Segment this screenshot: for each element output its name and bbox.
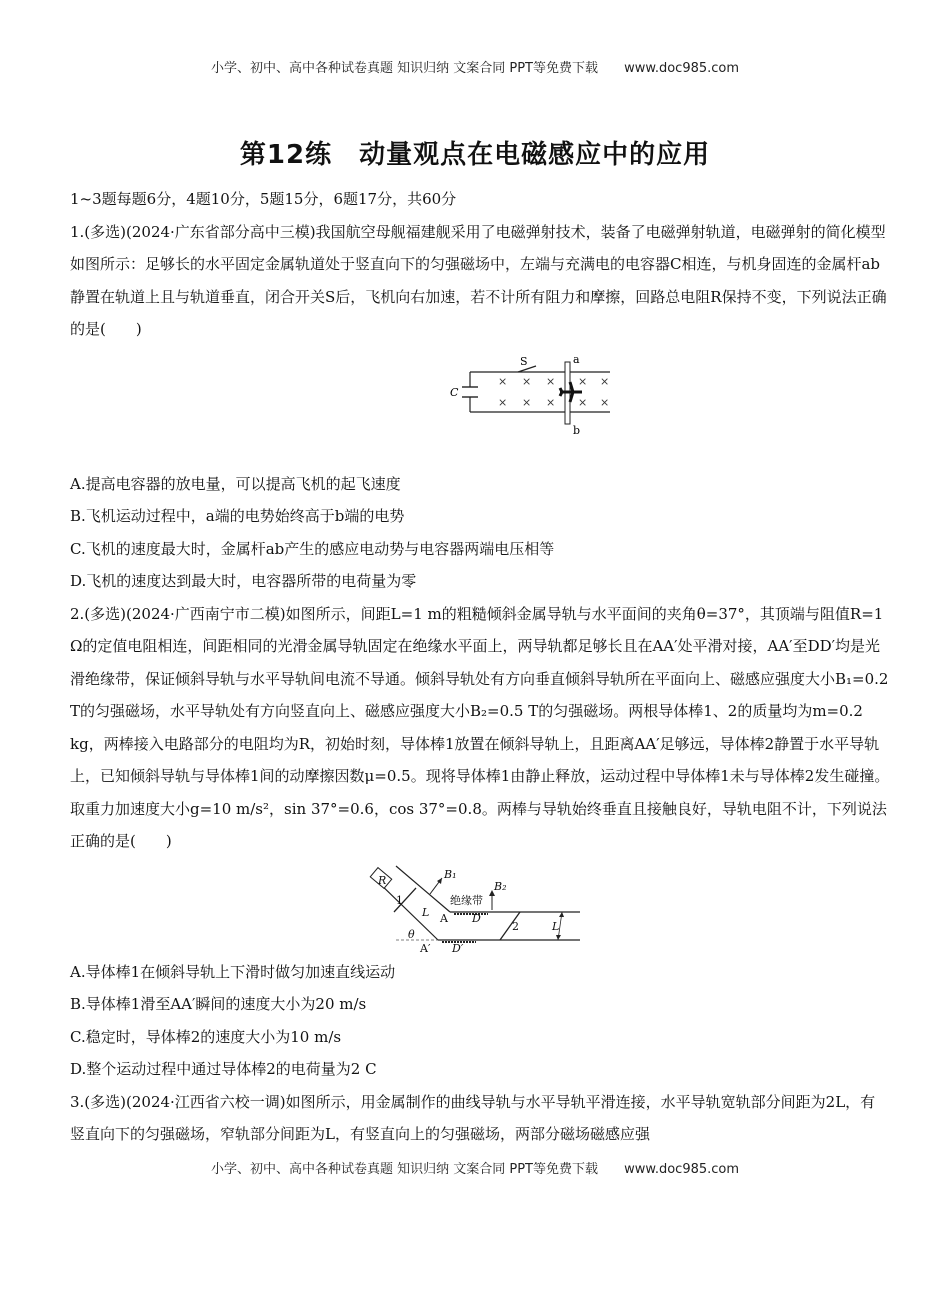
q2-stem: 2.(多选)(2024·广西南宁市二模)如图所示，间距L=1 m的粗糙倾斜金属导轨与水平面间的夹角θ=37°，其顶端与阻值R=1 Ω的定值电阻相连，间距相同的光滑金属导轨固定在绝缘水平面上，两导轨都足够长且在AA′处平滑对接，AA′至DD′均是光滑绝缘带，保证倾斜导轨与水平导轨间电流不导通。倾斜导轨处有方向垂直倾斜导轨所在平面向上、磁感应强度大小B₁=0.2 T的匀强磁场，水平导轨处有方向竖直向上、磁感应强度大小B₂=0.5 T的匀强磁场。两根导体棒1、2的质量均为m=0.2 kg，两棒接入电路部分的电阻均为R，初始时刻，导体棒1放置在倾斜导轨上，且距离AA′足够远，导体棒2静置于水平导轨上，已知倾斜导轨与导体棒1间的动摩擦因数μ=0.5。现将导体棒1由静止释放，运动过程中导体棒1未与导体棒2发生碰撞。取重力加速度大小g=10 m/s²，sin 37°=0.6，cos 37°=0.8。两棒与导轨始终垂直且接触良好，导轨电阻不计，下列说法正确的是( ) — [70, 604, 890, 850]
q1-option-d: D.飞机的速度达到最大时，电容器所带的电荷量为零 — [70, 572, 417, 590]
rod1-label: 1 — [396, 893, 403, 907]
b1-label: B₁ — [444, 867, 457, 881]
capacitor-label: C — [450, 385, 459, 399]
q2-figure — [70, 864, 890, 956]
l-label-2: L — [552, 919, 560, 933]
insulating-band-label: 绝缘带 — [450, 893, 483, 907]
footer-url[interactable]: www.doc985.com — [624, 1162, 740, 1177]
field-mark: × — [522, 374, 532, 388]
q2-option-b: B.导体棒1滑至AA′瞬间的速度大小为20 m/s — [70, 995, 367, 1013]
footer-slogan: 小学、初中、高中各种试卷真题 知识归纳 文案合同 PPT等免费下载 — [210, 1162, 598, 1177]
field-mark: × — [546, 395, 556, 409]
rod-end-b-label: b — [573, 423, 581, 437]
q2-option-d: D.整个运动过程中通过导体棒2的电荷量为2 C — [70, 1060, 377, 1078]
q2-option-a: A.导体棒1在倾斜导轨上下滑时做匀加速直线运动 — [70, 962, 396, 981]
rod2-label: 2 — [512, 919, 519, 933]
field-mark: × — [600, 374, 610, 388]
field-mark: × — [498, 395, 508, 409]
a-label: A — [440, 911, 448, 925]
field-mark: × — [578, 395, 588, 409]
theta-label: θ — [408, 927, 415, 941]
q1-stem: 1.(多选)(2024·广东省部分高中三模)我国航空母舰福建舰采用了电磁弹射技术，装备了电磁弹射轨道，电磁弹射的简化模型如图所示：足够长的水平固定金属轨道处于竖直向下的匀强磁场中，左端与充满电的电容器C相连，与机身固连的金属杆ab静置在轨道上且与轨道垂直，闭合开关S后，飞机向右加速，若不计所有阻力和摩擦，回路总电阻R保持不变，下列说法正确的是( ) — [70, 222, 887, 338]
rod-end-a-label: a — [573, 353, 580, 366]
b2-label: B₂ — [494, 879, 507, 893]
q1-figure — [70, 354, 890, 444]
header-slogan: 小学、初中、高中各种试卷真题 知识归纳 文案合同 PPT等免费下载 — [210, 61, 598, 76]
header-url[interactable]: www.doc985.com — [624, 61, 740, 76]
q3-stem: 3.(多选)(2024·江西省六校一调)如图所示，用金属制作的曲线导轨与水平导轨平滑连接，水平导轨宽轨部分间距为2L，有竖直向下的匀强磁场，窄轨部分间距为L，有竖直向上的匀强磁场，两部分磁场磁感应强 — [70, 1092, 876, 1143]
page-title: 第12练 动量观点在电磁感应中的应用 — [239, 140, 711, 170]
switch-label: S — [520, 354, 528, 368]
scoring-line: 1~3题每题6分，4题10分，5题15分，6题17分，共60分 — [70, 190, 457, 208]
a-prime-label: A′ — [420, 941, 431, 955]
q1-option-b: B.飞机运动过程中，a端的电势始终高于b端的电势 — [70, 507, 405, 525]
field-mark: × — [578, 374, 588, 388]
page-header — [0, 57, 950, 76]
field-mark: × — [600, 395, 610, 409]
q1-diagram — [410, 354, 620, 444]
page-footer — [0, 1158, 950, 1177]
q2-option-c: C.稳定时，导体棒2的速度大小为10 m/s — [70, 1027, 342, 1046]
field-mark: × — [498, 374, 508, 388]
field-mark: × — [546, 374, 556, 388]
field-mark: × — [522, 395, 532, 409]
q1-option-c: C.飞机的速度最大时，金属杆ab产生的感应电动势与电容器两端电压相等 — [70, 539, 555, 558]
l-label-1: L — [422, 905, 430, 919]
exam-content — [70, 183, 890, 1151]
d-label: D — [472, 911, 481, 925]
resistor-label: R — [378, 873, 387, 887]
q2-diagram — [366, 864, 596, 956]
q1-option-a: A.提高电容器的放电量，可以提高飞机的起飞速度 — [70, 474, 401, 493]
d-prime-label: D′ — [452, 941, 464, 955]
